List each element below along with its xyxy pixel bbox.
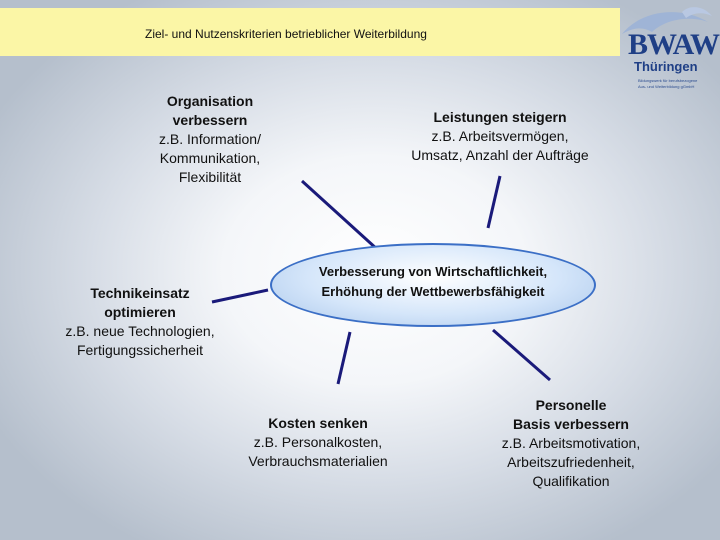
center-goal-text	[270, 262, 596, 302]
connector-leistungen	[488, 176, 500, 228]
connector-kosten	[338, 332, 350, 384]
node-organisation-body-2: Kommunikation,	[159, 150, 261, 166]
node-kosten-head: Kosten senken	[268, 415, 368, 431]
center-goal-line-2: Erhöhung der Wettbewerbsfähigkeit	[321, 284, 545, 299]
node-organisation-body-1: z.B. Information/	[159, 131, 261, 147]
node-leistungen-body-2: Umsatz, Anzahl der Aufträge	[411, 147, 589, 163]
node-personal-head-1: Personelle	[535, 397, 607, 413]
logo-tagline-1: Bildungswerk für berufsbezogene	[638, 78, 698, 83]
logo-tagline-2: Aus- und Weiterbildung gGmbH	[638, 84, 695, 89]
node-kosten	[218, 414, 418, 471]
page-title: Ziel- und Nutzenskriterien betrieblicher Weiterbildung	[145, 27, 427, 41]
node-kosten-body-1: z.B. Personalkosten,	[253, 434, 383, 450]
node-personal-body-2: Arbeitszufriedenheit,	[507, 454, 635, 470]
node-technik-head-1: Technikeinsatz	[90, 285, 190, 301]
node-kosten-body-2: Verbrauchsmaterialien	[248, 453, 388, 469]
node-personal-body-1: z.B. Arbeitsmotivation,	[501, 435, 641, 451]
node-technik	[25, 284, 255, 360]
connector-personal	[493, 330, 550, 380]
logo-wordmark: BWAW	[628, 28, 720, 61]
node-organisation-body-3: Flexibilität	[178, 169, 242, 185]
node-organisation	[125, 92, 295, 187]
node-leistungen-head: Leistungen steigern	[433, 109, 567, 125]
center-goal-line-1: Verbesserung von Wirtschaftlichkeit,	[318, 264, 548, 279]
node-personal	[478, 396, 664, 491]
node-technik-head-2: optimieren	[104, 304, 176, 320]
node-leistungen-body-1: z.B. Arbeitsvermögen,	[431, 128, 569, 144]
node-technik-body-2: Fertigungssicherheit	[76, 342, 204, 358]
node-leistungen	[385, 108, 615, 165]
node-personal-body-3: Qualifikation	[532, 473, 610, 489]
node-personal-head-2: Basis verbessern	[513, 416, 629, 432]
connector-organisation	[302, 181, 378, 250]
node-organisation-head-1: Organisation	[166, 93, 254, 109]
node-technik-body-1: z.B. neue Technologien,	[65, 323, 215, 339]
node-organisation-head-2: verbessern	[172, 112, 248, 128]
logo-region: Thüringen	[634, 59, 698, 74]
